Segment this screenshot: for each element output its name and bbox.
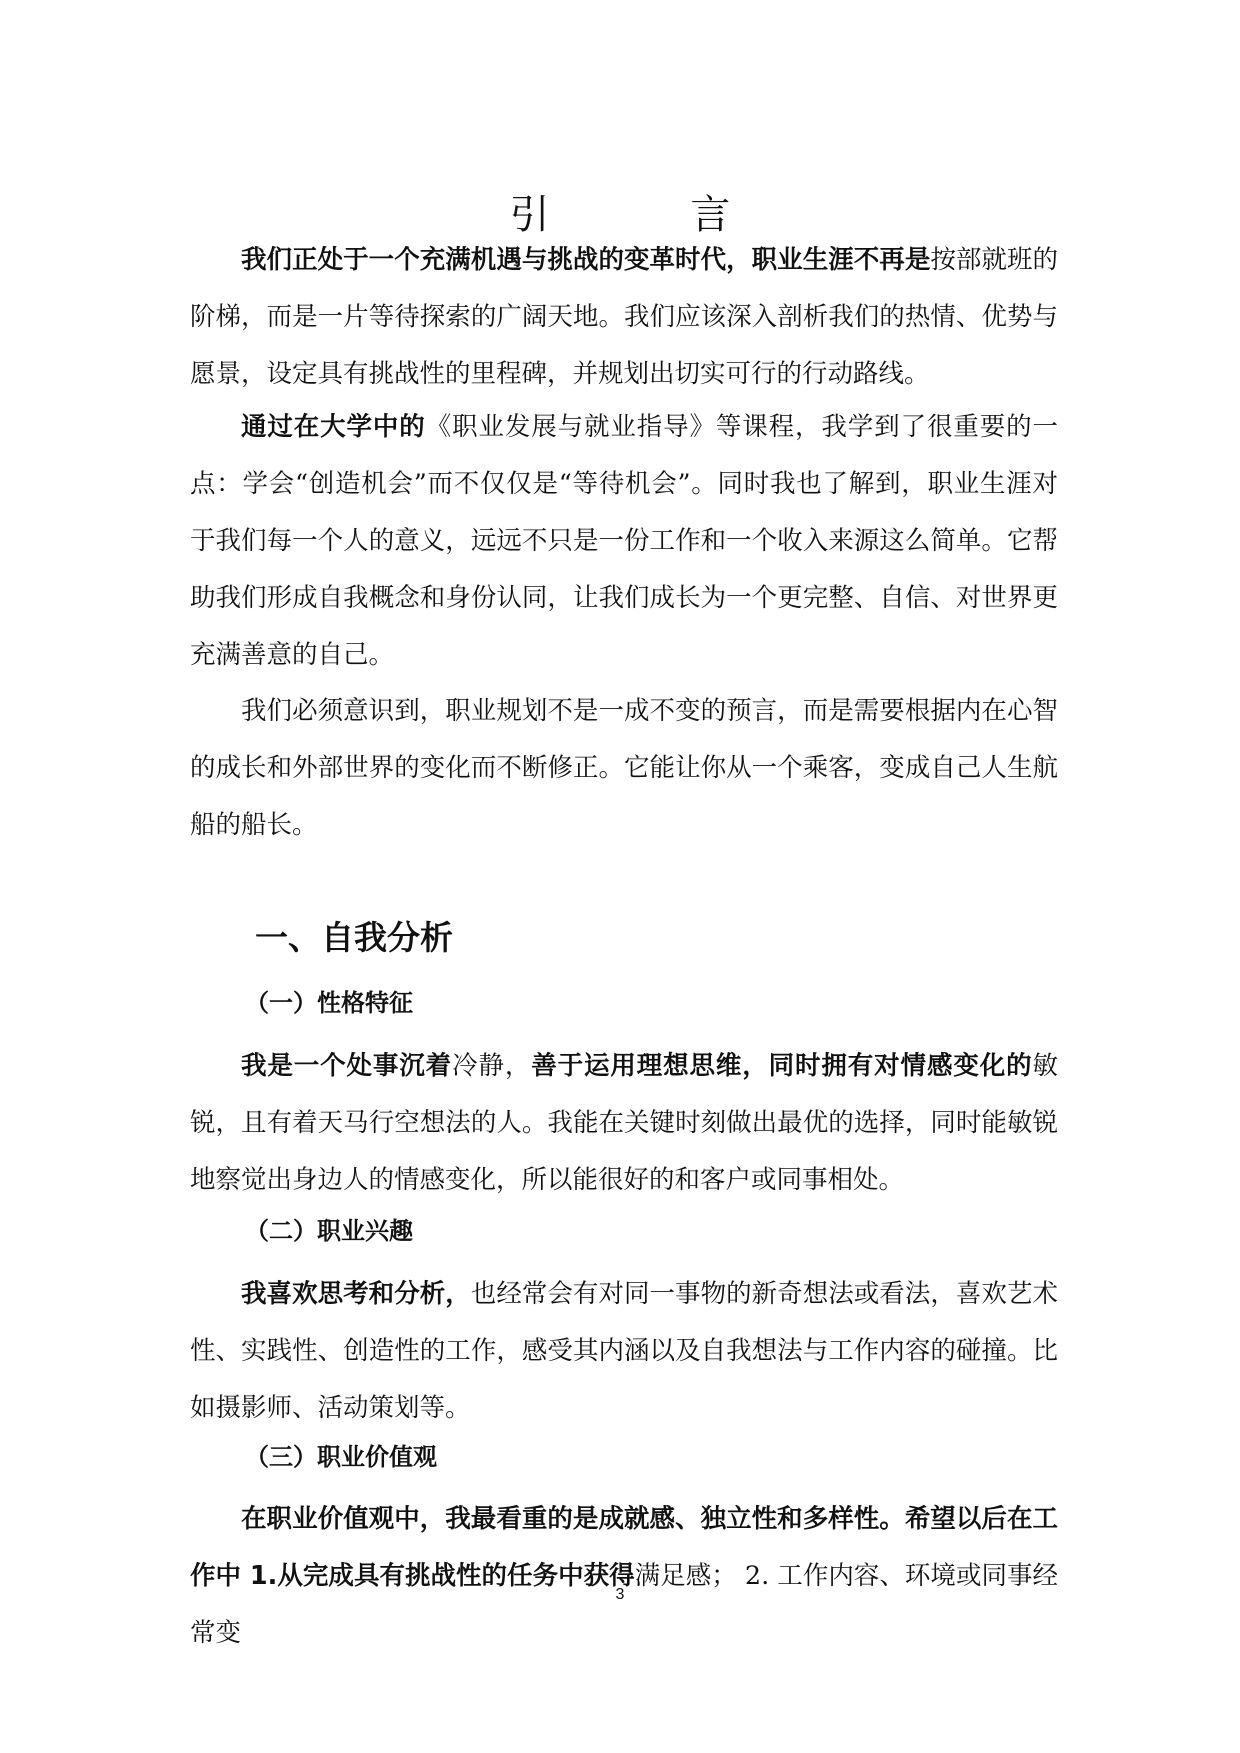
interest-lead: 我喜欢思考和分析， bbox=[241, 1279, 471, 1309]
intro-paragraph-1 bbox=[190, 232, 1058, 403]
personality-paragraph bbox=[190, 1038, 1058, 1209]
intro-paragraph-2-text: 《职业发展与就业指导》等课程，我学到了很重要的一点：学会“创造机会”而不仅仅是“等待机会”。同时我也了解到，职业生涯对于我们每一个人的意义，远远不只是一份工作和一个收入来源这么简单。它帮助我们形成自我概念和身份认同，让我们成长为一个更完整、自信、对世界更充满善意的自己。 bbox=[190, 412, 1058, 670]
personality-text-2: 敏锐，且有着天马行空想法的人。我能在关键时刻做出最优的选择，同时能敏锐地察觉出身边人的情感变化，所以能很好的和客户或同事相处。 bbox=[190, 1051, 1058, 1195]
intro-paragraph-1-lead: 我们正处于一个充满机遇与挑战的变革时代，职业生涯不再是 bbox=[241, 245, 931, 275]
values-paragraph bbox=[190, 1491, 1058, 1662]
values-lead: 在职业价值观中，我最看重的是成就感、独立性和多样性。希望以后在工作中 1.从完成具有挑战性的任务中获得 bbox=[190, 1504, 1058, 1591]
intro-paragraph-2-lead: 通过在大学中的 bbox=[241, 412, 426, 442]
section-heading-self-analysis: 一、自我分析 bbox=[255, 918, 453, 957]
subsection-heading-values: （三）职业价值观 bbox=[245, 1443, 437, 1471]
intro-paragraph-3-text: 我们必须意识到，职业规划不是一成不变的预言，而是需要根据内在心智的成长和外部世界的变化而不断修正。它能让你从一个乘客，变成自己人生航船的船长。 bbox=[190, 696, 1058, 840]
personality-text-1: 冷静， bbox=[452, 1051, 532, 1081]
page-title: 引 言 bbox=[509, 192, 795, 238]
subsection-heading-interest: （二）职业兴趣 bbox=[245, 1217, 413, 1245]
subsection-heading-personality: （一）性格特征 bbox=[245, 989, 413, 1017]
intro-paragraph-1-text: 按部就班的阶梯，而是一片等待探索的广阔天地。我们应该深入剖析我们的热情、优势与愿景，设定具有挑战性的里程碑，并规划出切实可行的行动路线。 bbox=[190, 245, 1058, 389]
personality-lead-2: 善于运用理想思维，同时拥有对情感变化的 bbox=[531, 1051, 1033, 1081]
intro-paragraph-3 bbox=[190, 683, 1058, 854]
personality-lead: 我是一个处事沉着 bbox=[241, 1051, 453, 1081]
intro-paragraph-2 bbox=[190, 399, 1058, 684]
page-number: 3 bbox=[615, 1586, 625, 1603]
interest-text: 也经常会有对同一事物的新奇想法或看法，喜欢艺术性、实践性、创造性的工作，感受其内涵以及自我想法与工作内容的碰撞。比如摄影师、活动策划等。 bbox=[190, 1279, 1058, 1423]
values-text: 满足感； 2. 工作内容、环境或同事经常变 bbox=[190, 1561, 1059, 1648]
interest-paragraph bbox=[190, 1266, 1058, 1437]
